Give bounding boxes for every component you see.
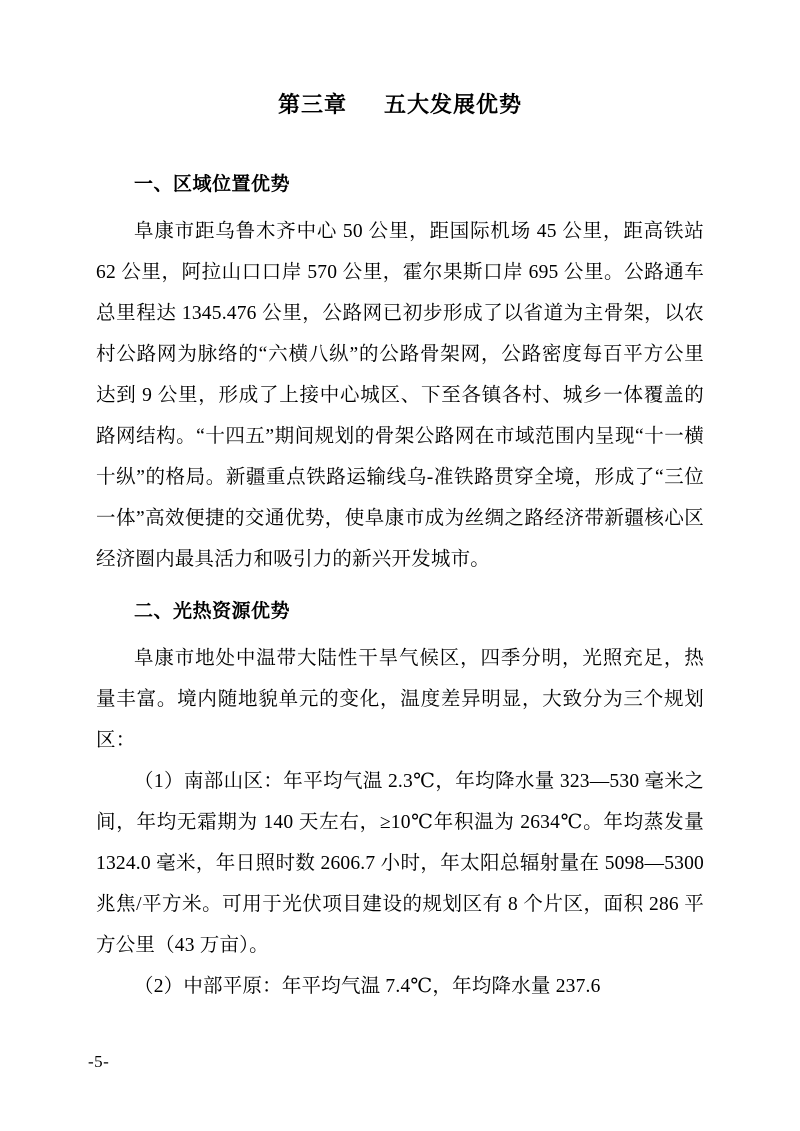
section-heading-light-heat-advantage: 二、光热资源优势 [134,601,291,622]
section-heading-region-advantage: 一、区域位置优势 [134,174,291,195]
section-gap [96,580,704,594]
page-title [96,88,704,119]
paragraph-central-plain-zone: （2）中部平原：年平均气温 7.4℃，年均降水量 237.6 [134,976,601,997]
paragraph-region-advantage: 阜康市距乌鲁木齐中心 50 公里，距国际机场 45 公里，距高铁站 62 公里，阿拉山口口岸 570 公里，霍尔果斯口岸 695 公里。公路通车总里程达 1345.476 公里，公路网已初步形成了以省道为主骨架，以农村公路网为脉络的“六横八纵”的公路骨架网，公路密度每百平方公里达到 9 公里，形成了上接中心城区、下至各镇各村、城乡一体覆盖的路网结构。“十四五”期间规划的骨架公路网在市域范围内呈现“十一横十纵”的格局。新疆重点铁路运输线乌-准铁路贯穿全境，形成了“三位一体”高效便捷的交通优势，使阜康市成为丝绸之路经济带新疆核心区经济圈内最具活力和吸引力的新兴开发城市。 [96,221,704,570]
chapter-label: 第三章 [277,92,347,117]
paragraph-southern-mountain-zone: （1）南部山区：年平均气温 2.3℃，年均降水量 323—530 毫米之间，年均无霜期为 140 天左右，≥10℃年积温为 2634℃。年均蒸发量 1324.0 毫米，年日照时数 2606.7 小时，年太阳总辐射量在 5098—5300 兆焦/平方米。可用于光伏项目建设的规划区有 8 个片区，面积 286 平方公里（43 万亩）。 [96,771,704,956]
paragraph-climate-overview: 阜康市地处中温带大陆性干旱气候区，四季分明，光照充足，热量丰富。境内随地貌单元的变化，温度差异明显，大致分为三个规划区： [96,648,704,751]
page-number: -5- [88,1052,110,1071]
page-content [96,88,704,1007]
chapter-name: 五大发展优势 [384,92,523,117]
